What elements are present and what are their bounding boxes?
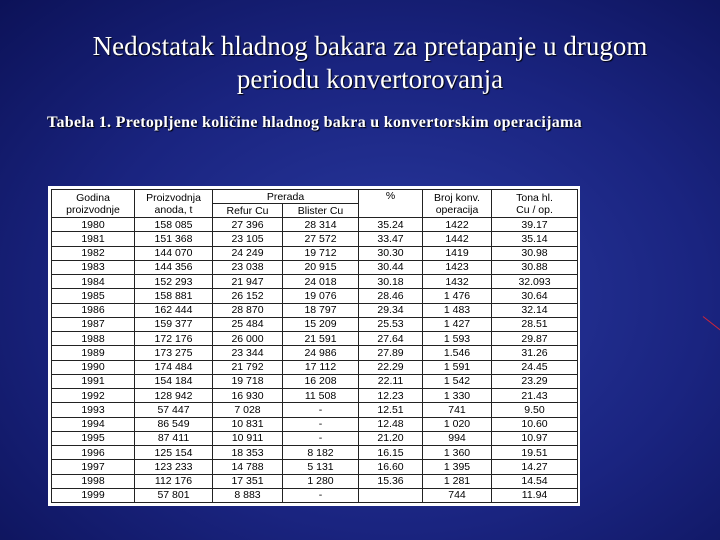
table-cell: 30.98 (492, 246, 578, 260)
table-cell: 173 275 (135, 346, 213, 360)
table-cell: 30.18 (359, 275, 423, 289)
table-row (52, 374, 578, 388)
table-body (52, 218, 578, 503)
table-cell: 27.64 (359, 332, 423, 346)
table-cell: 32.14 (492, 303, 578, 317)
header-proizvodnja: Proizvodnja anoda, t (135, 190, 213, 218)
table-cell: 26 152 (213, 289, 283, 303)
table-cell: 162 444 (135, 303, 213, 317)
table-cell: 12.51 (359, 403, 423, 417)
table-cell: 23 038 (213, 260, 283, 274)
table-cell: 14.54 (492, 474, 578, 488)
table-cell: 1422 (423, 218, 492, 232)
copper-table (51, 189, 578, 503)
table-cell: 1423 (423, 260, 492, 274)
table-cell: 123 233 (135, 460, 213, 474)
table-cell: 25 484 (213, 317, 283, 331)
table-row (52, 431, 578, 445)
table-cell: 15.36 (359, 474, 423, 488)
table-cell: 86 549 (135, 417, 213, 431)
table-cell: 1991 (52, 374, 135, 388)
table-cell: 1 542 (423, 374, 492, 388)
table-cell: 172 176 (135, 332, 213, 346)
decorative-line (703, 316, 720, 335)
table-cell: 39.17 (492, 218, 578, 232)
table-row (52, 346, 578, 360)
table-cell: 1 591 (423, 360, 492, 374)
table-cell: 27 572 (283, 232, 359, 246)
table-cell: 18 353 (213, 446, 283, 460)
table-cell: 5 131 (283, 460, 359, 474)
table-cell: 9.50 (492, 403, 578, 417)
table-row (52, 275, 578, 289)
table-cell: 24 018 (283, 275, 359, 289)
table-cell: 87 411 (135, 431, 213, 445)
table-cell: 744 (423, 488, 492, 502)
table-cell: 26 000 (213, 332, 283, 346)
table-cell: 27 396 (213, 218, 283, 232)
table-cell: 1 476 (423, 289, 492, 303)
table-row (52, 317, 578, 331)
table-row (52, 446, 578, 460)
header-godina: Godina proizvodnje (52, 190, 135, 218)
table-cell: - (283, 488, 359, 502)
table-cell: 154 184 (135, 374, 213, 388)
table-cell: 1 360 (423, 446, 492, 460)
table-cell: 35.14 (492, 232, 578, 246)
table-cell: 21.20 (359, 431, 423, 445)
header-broj: Broj konv. operacija (423, 190, 492, 218)
table-cell: 20 915 (283, 260, 359, 274)
table-cell: 1980 (52, 218, 135, 232)
table-cell: 1985 (52, 289, 135, 303)
table-cell: 10 831 (213, 417, 283, 431)
table-cell: 29.34 (359, 303, 423, 317)
table-cell: 14 788 (213, 460, 283, 474)
table-cell: 8 883 (213, 488, 283, 502)
table-cell: 1997 (52, 460, 135, 474)
table-cell: 1989 (52, 346, 135, 360)
table-cell: 144 356 (135, 260, 213, 274)
table-cell: 16.60 (359, 460, 423, 474)
table-row (52, 289, 578, 303)
table-cell: 7 028 (213, 403, 283, 417)
table-cell: 16 208 (283, 374, 359, 388)
table-cell: 151 368 (135, 232, 213, 246)
table-cell: 994 (423, 431, 492, 445)
table-cell: 30.64 (492, 289, 578, 303)
table-cell: 19 712 (283, 246, 359, 260)
table-cell: 1999 (52, 488, 135, 502)
table-cell: 17 112 (283, 360, 359, 374)
table-cell: 21 591 (283, 332, 359, 346)
table-cell: 1442 (423, 232, 492, 246)
table-row (52, 246, 578, 260)
table-cell: 1 281 (423, 474, 492, 488)
table-cell: 1995 (52, 431, 135, 445)
table-cell: 30.30 (359, 246, 423, 260)
table-cell: 21 792 (213, 360, 283, 374)
table-cell: 25.53 (359, 317, 423, 331)
table-cell: 24 986 (283, 346, 359, 360)
table-cell: 57 447 (135, 403, 213, 417)
table-cell: 1992 (52, 389, 135, 403)
table-cell: - (283, 431, 359, 445)
table-row (52, 360, 578, 374)
table-cell: 30.44 (359, 260, 423, 274)
table-cell: 174 484 (135, 360, 213, 374)
table-cell: 18 797 (283, 303, 359, 317)
header-percent: % (359, 190, 423, 218)
table-cell: 1 280 (283, 474, 359, 488)
table-row (52, 303, 578, 317)
table-cell: 8 182 (283, 446, 359, 460)
table-cell: 35.24 (359, 218, 423, 232)
table-row (52, 332, 578, 346)
table-cell: 23 344 (213, 346, 283, 360)
table-row (52, 474, 578, 488)
table-cell: 1983 (52, 260, 135, 274)
table-cell: 1 330 (423, 389, 492, 403)
table-cell: 1993 (52, 403, 135, 417)
slide-title-line1: Nedostatak hladnog bakara za pretapanje u drugom (92, 31, 648, 61)
table-row (52, 488, 578, 502)
table-cell: 11.94 (492, 488, 578, 502)
table-cell: 159 377 (135, 317, 213, 331)
table-cell: 28 314 (283, 218, 359, 232)
table-cell: 15 209 (283, 317, 359, 331)
table-row (52, 403, 578, 417)
table-cell: 33.47 (359, 232, 423, 246)
table-cell: 1988 (52, 332, 135, 346)
table-cell: 112 176 (135, 474, 213, 488)
table-row (52, 232, 578, 246)
table-cell: - (283, 403, 359, 417)
table-cell: 16.15 (359, 446, 423, 460)
table-cell: 125 154 (135, 446, 213, 460)
table-cell: 1998 (52, 474, 135, 488)
table-cell: 1432 (423, 275, 492, 289)
table-row (52, 460, 578, 474)
table-cell: - (283, 417, 359, 431)
table-cell: 741 (423, 403, 492, 417)
table-cell: 29.87 (492, 332, 578, 346)
table-cell: 1 427 (423, 317, 492, 331)
table-cell: 31.26 (492, 346, 578, 360)
table-cell: 144 070 (135, 246, 213, 260)
table-row (52, 218, 578, 232)
table-row (52, 417, 578, 431)
table-cell: 1981 (52, 232, 135, 246)
table-cell: 21 947 (213, 275, 283, 289)
table-cell: 28.51 (492, 317, 578, 331)
table-cell: 1982 (52, 246, 135, 260)
table-cell: 1987 (52, 317, 135, 331)
table-cell: 1 593 (423, 332, 492, 346)
table-cell: 23.29 (492, 374, 578, 388)
table-cell: 17 351 (213, 474, 283, 488)
table-cell: 1984 (52, 275, 135, 289)
table-cell: 10 911 (213, 431, 283, 445)
table-cell: 1 395 (423, 460, 492, 474)
table-cell (359, 488, 423, 502)
table-container (48, 186, 580, 506)
table-cell: 11 508 (283, 389, 359, 403)
table-cell: 10.60 (492, 417, 578, 431)
table-cell: 1994 (52, 417, 135, 431)
table-cell: 1986 (52, 303, 135, 317)
table-cell: 16 930 (213, 389, 283, 403)
table-cell: 19 076 (283, 289, 359, 303)
table-cell: 28 870 (213, 303, 283, 317)
table-cell: 28.46 (359, 289, 423, 303)
table-cell: 12.23 (359, 389, 423, 403)
table-cell: 22.11 (359, 374, 423, 388)
table-cell: 23 105 (213, 232, 283, 246)
table-row (52, 389, 578, 403)
table-cell: 152 293 (135, 275, 213, 289)
table-cell: 22.29 (359, 360, 423, 374)
header-refur: Refur Cu (213, 204, 283, 218)
table-cell: 1996 (52, 446, 135, 460)
table-cell: 32.093 (492, 275, 578, 289)
table-cell: 12.48 (359, 417, 423, 431)
table-cell: 57 801 (135, 488, 213, 502)
table-cell: 1419 (423, 246, 492, 260)
table-cell: 1.546 (423, 346, 492, 360)
table-cell: 158 085 (135, 218, 213, 232)
table-cell: 1 483 (423, 303, 492, 317)
table-cell: 30.88 (492, 260, 578, 274)
table-cell: 10.97 (492, 431, 578, 445)
table-cell: 21.43 (492, 389, 578, 403)
table-caption: Tabela 1. Pretopljene količine hladnog bakra u konvertorskim operacijama (47, 114, 582, 131)
table-cell: 158 881 (135, 289, 213, 303)
header-blister: Blister Cu (283, 204, 359, 218)
header-prerada: Prerada (213, 190, 359, 204)
table-cell: 24 249 (213, 246, 283, 260)
header-tona: Tona hl. Cu / op. (492, 190, 578, 218)
slide-title-line2: periodu konvertorovanja (236, 64, 504, 94)
table-cell: 1990 (52, 360, 135, 374)
table-cell: 27.89 (359, 346, 423, 360)
table-cell: 19 718 (213, 374, 283, 388)
table-cell: 1 020 (423, 417, 492, 431)
table-row (52, 260, 578, 274)
slide-title (0, 30, 720, 96)
table-cell: 14.27 (492, 460, 578, 474)
table-cell: 128 942 (135, 389, 213, 403)
table-cell: 24.45 (492, 360, 578, 374)
table-cell: 19.51 (492, 446, 578, 460)
